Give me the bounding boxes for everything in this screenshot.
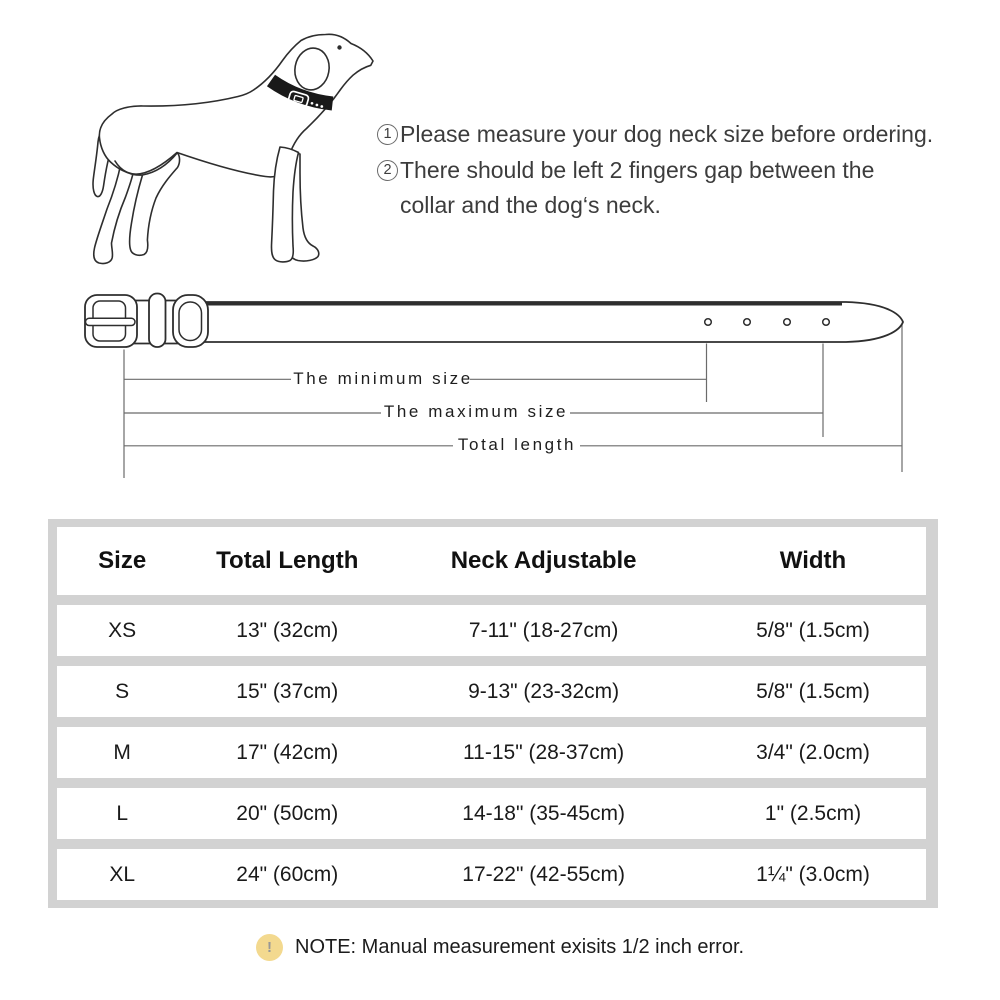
cell-size: L [116, 801, 129, 825]
dog-illustration [85, 25, 385, 275]
table-row-l [57, 788, 926, 839]
cell-neck-adjustable: 11-15" (28-37cm) [463, 740, 625, 764]
label-total-length: Total length [457, 435, 577, 454]
cell-neck-adjustable: 9-13" (23-32cm) [468, 679, 620, 703]
header-total-length: Total Length [216, 547, 359, 574]
header-size: Size [98, 547, 147, 574]
circled-number-1: 1 [377, 124, 398, 145]
cell-neck-adjustable: 14-18" (35-45cm) [462, 801, 625, 825]
cell-total-length: 15" (37cm) [236, 679, 339, 703]
collar-measurement-diagram [0, 280, 1000, 490]
note [256, 934, 744, 961]
cell-width: 3/4" (2.0cm) [756, 740, 870, 764]
label-maximum-size: The maximum size [383, 402, 569, 421]
belt-keeper [149, 294, 166, 348]
cell-size: M [113, 740, 131, 764]
cell-size: XL [109, 862, 136, 886]
cell-neck-adjustable: 17-22" (42-55cm) [462, 862, 625, 886]
header-neck-adjustable: Neck Adjustable [450, 547, 637, 574]
table-row-xl [57, 849, 926, 900]
instruction-1 [377, 117, 977, 153]
collar-belt [85, 294, 903, 348]
table-row-xs [57, 605, 926, 656]
dog-eye [337, 45, 341, 49]
cell-neck-adjustable: 7-11" (18-27cm) [468, 618, 619, 642]
circled-number-2: 2 [377, 160, 398, 181]
belt-prong [86, 318, 136, 325]
cell-width: 5/8" (1.5cm) [756, 618, 870, 642]
cell-width: 1" (2.5cm) [764, 801, 862, 825]
exclamation-icon: ! [256, 934, 283, 961]
size-table [48, 519, 938, 908]
label-minimum-size: The minimum size [293, 369, 473, 388]
cell-total-length: 20" (50cm) [236, 801, 339, 825]
table-row-m [57, 727, 926, 778]
cell-total-length: 24" (60cm) [236, 862, 339, 886]
table-row-s [57, 666, 926, 717]
cell-total-length: 17" (42cm) [236, 740, 339, 764]
cell-width: 5/8" (1.5cm) [756, 679, 870, 703]
instruction-2 [377, 153, 977, 224]
cell-width: 1¼" (3.0cm) [756, 862, 870, 886]
belt-strap [182, 302, 903, 342]
header-width: Width [779, 547, 847, 574]
note-text: NOTE: Manual measurement exisits 1/2 inch error. [295, 936, 745, 958]
instructions [377, 117, 977, 224]
table-header-row [57, 527, 926, 595]
cell-total-length: 13" (32cm) [236, 618, 339, 642]
cell-size: XS [108, 618, 137, 642]
instruction-2-text: There should be left 2 fingers gap between the collar and the dog‘s neck. [400, 156, 875, 218]
cell-size: S [115, 679, 130, 703]
instruction-1-text: Please measure your dog neck size before ordering. [400, 121, 934, 147]
